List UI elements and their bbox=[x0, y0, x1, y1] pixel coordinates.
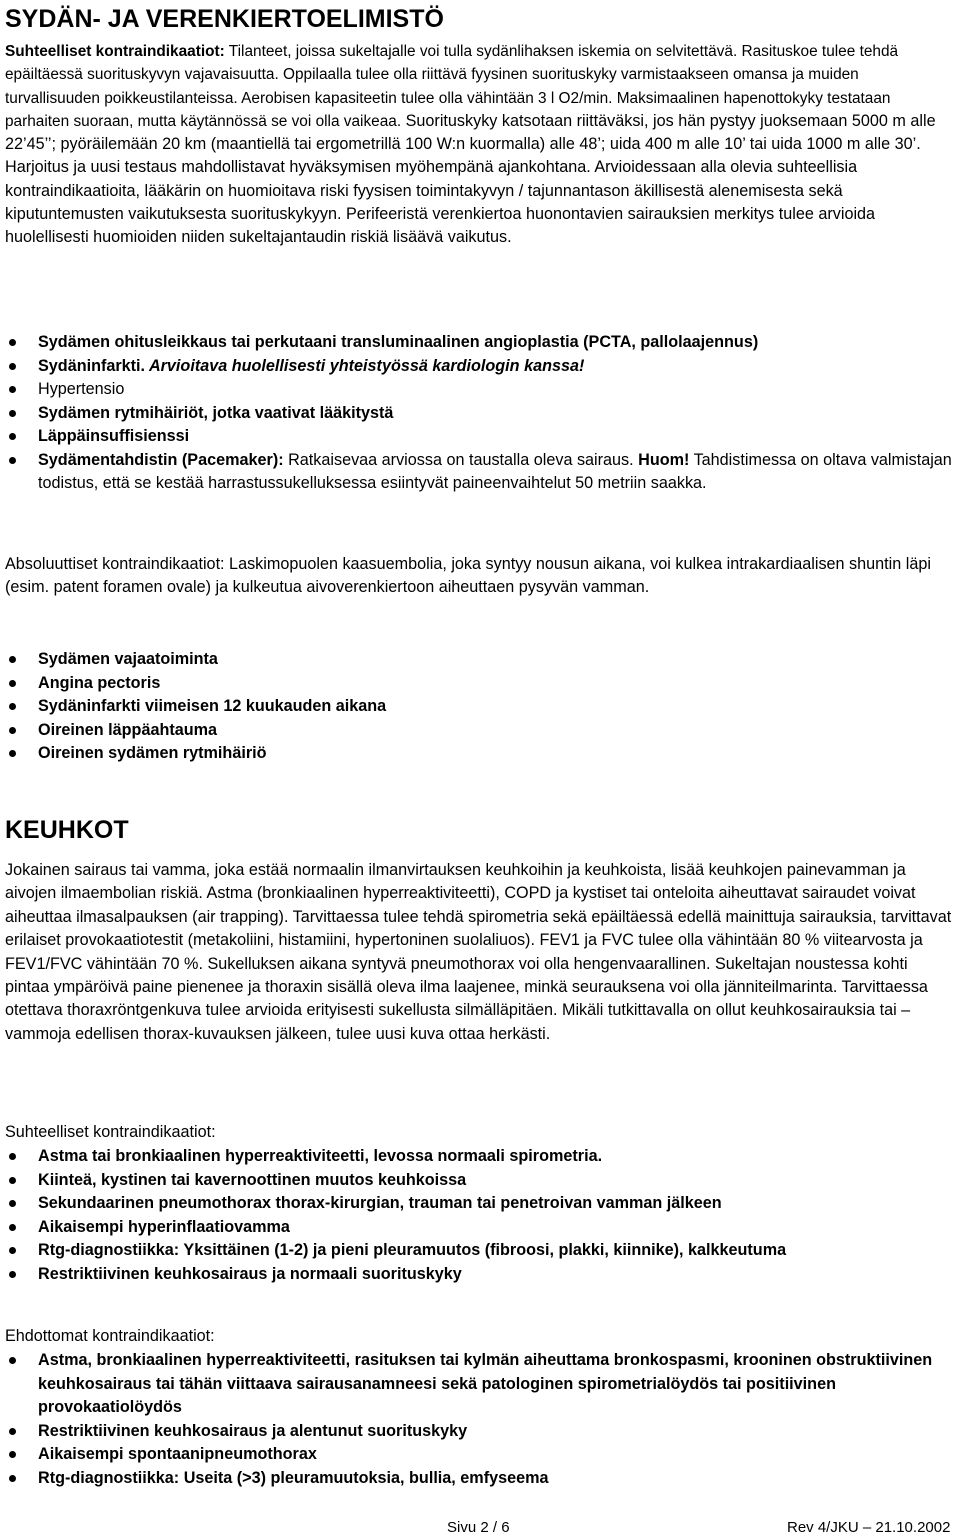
list-item: Restriktiivinen keuhkosairaus ja alentunut suorituskyky bbox=[5, 1420, 953, 1444]
list-item: Sekundaarinen pneumothorax thorax-kirurgian, trauman tai penetroivan vamman jälkeen bbox=[5, 1192, 953, 1216]
heart-relative-label: Suhteelliset kontraindikaatiot: bbox=[5, 43, 225, 60]
list-item: Aikaisempi hyperinflaatiovamma bbox=[5, 1216, 953, 1240]
section-title-lungs: KEUHKOT bbox=[5, 816, 129, 844]
list-item: Sydäninfarkti viimeisen 12 kuukauden aikana bbox=[5, 695, 953, 719]
lungs-absolute-label: Ehdottomat kontraindikaatiot: bbox=[5, 1327, 215, 1345]
heart-relative-paragraph-1 bbox=[5, 40, 953, 250]
heart-relative-text-1: Tilanteet, joissa sukeltajalle voi tulla sydänlihaksen iskemia on selvitettävä. Rasituskoe tulee tehdä epäiltäessä suorituskyvyn vajavaisuutta. Oppilaalla tulee olla riittävä fyysinen suorituskyky varmistaakseen omansa ja muiden turvallisuuden poikkeustilanteissa. Aerobisen kapasiteetin tulee olla vähintään 3 l O2/min. Maksimaalinen hapenottokyky testataan parhaiten suoraan, mutta käytännössä se voi olla vaikeaa. bbox=[5, 43, 899, 130]
list-item: Angina pectoris bbox=[5, 672, 953, 696]
bullet-icon bbox=[9, 1247, 16, 1254]
bullet-icon bbox=[9, 750, 16, 757]
page-number: Sivu 2 / 6 bbox=[447, 1519, 510, 1536]
list-item: Oireinen läppäahtauma bbox=[5, 719, 953, 743]
heart-relative-list bbox=[5, 331, 953, 496]
lungs-intro-paragraph: Jokainen sairaus tai vamma, joka estää normaalin ilmanvirtauksen keuhkoihin ja keuhkoista, lisää keuhkojen painevamman ja aivojen ilmaembolian riskiä. Astma (bronkiaalinen hyperreaktiviteetti), COPD ja kystiset tai onteloita aiheuttavat sairaudet voivat aiheuttaa ilmasalpauksen (air trapping). Tarvittaessa tulee tehdä spirometria sekä epäiltäessä edellä mainittuja sairauksia, tarvittavat erilaiset provokaatiotestit (metakoliini, histamiini, hypertoninen suolaliuos). FEV1 ja FVC tulee olla vähintään 80 % viitearvosta ja FEV1/FVC vähintään 70 %. Sukelluksen aikana syntyvä pneumothorax voi olla hengenvaarallinen. Sukeltajan noustessa kohti pintaa ympäröivä paine pienenee ja thoraxin sisällä oleva ilma laajenee, minkä seurauksena voi olla jänniteilmarinta. Tarvittaessa otettava thoraxröntgenkuva tulee arvioida erityisesti sukellusta silmälläpitäen. Mikäli tutkittavalla on ollut keuhkosairauksia tai –vammoja edellisen thorax-kuvauksen jälkeen, tulee uusi kuva ottaa herkästi. bbox=[5, 861, 952, 1043]
list-item: Astma tai bronkiaalinen hyperreaktiviteetti, levossa normaali spirometria. bbox=[5, 1145, 953, 1169]
list-item: Kiinteä, kystinen tai kavernoottinen muutos keuhkoissa bbox=[5, 1169, 953, 1193]
list-item: Sydäninfarkti. Arvioitava huolellisesti yhteistyössä kardiologin kanssa! bbox=[5, 355, 953, 379]
lungs-relative-label: Suhteelliset kontraindikaatiot: bbox=[5, 1123, 216, 1141]
list-item: Astma, bronkiaalinen hyperreaktiviteetti, rasituksen tai kylmän aiheuttama bronkospasmi, krooninen obstruktiivinen keuhkosairaus tai tähän viittaava sairausanamneesi sekä patologinen spirometrialöydös tai positiivinen provokaatiolöydös bbox=[5, 1349, 953, 1420]
heart-relative-text-2: Suorituskyky katsotaan riittäväksi, jos hän pystyy juoksemaan 5000 m alle 22’45’’; pyöräilemään 20 km (maantiellä tai ergometrillä 100 W:n kuormalla) alle 48’; uida 400 m alle 10’ tai uida 1000 m alle 30’. Harjoitus ja uusi testaus mahdollistavat hyväksymisen myöhempänä ajankohtana. Arvioidessaan alla olevia suhteellisia kontraindikaatioita, lääkärin on huomioitava riski fyysisen toimintakyvyn / tajunnantason äkillisestä alenemisesta sekä kiputuntemusten vaikutuksesta suorituskykyyn. Perifeeristä verenkiertoa huonontavien sairauksien merkitys tulee arvioida huolellisesti huomioiden niiden sukeltajantaudin riskiä lisäävä vaikutus. bbox=[5, 111, 936, 247]
bullet-icon bbox=[9, 1451, 16, 1458]
bullet-icon bbox=[9, 1224, 16, 1231]
list-item: Aikaisempi spontaanipneumothorax bbox=[5, 1443, 953, 1467]
list-item: Oireinen sydämen rytmihäiriö bbox=[5, 742, 953, 766]
list-item: Sydämen rytmihäiriöt, jotka vaativat lääkitystä bbox=[5, 402, 953, 426]
lungs-relative-list bbox=[5, 1145, 953, 1286]
bullet-icon bbox=[9, 1357, 16, 1364]
bullet-icon bbox=[9, 1475, 16, 1482]
bullet-icon bbox=[9, 1177, 16, 1184]
bullet-icon bbox=[9, 680, 16, 687]
bullet-icon bbox=[9, 703, 16, 710]
heart-absolute-paragraph: Absoluuttiset kontraindikaatiot: Laskimopuolen kaasuembolia, joka syntyy nousun aikana, voi kulkea intrakardiaalisen shuntin läpi (esim. patent foramen ovale) ja kulkeutua aivoverenkiertoon aiheuttaen pysyvän vamman. bbox=[5, 555, 931, 597]
list-item: Sydämen ohitusleikkaus tai perkutaani transluminaalinen angioplastia (PCTA, pallolaajennus) bbox=[5, 331, 953, 355]
list-item: Sydämentahdistin (Pacemaker): Ratkaisevaa arviossa on taustalla oleva sairaus. Huom! Tahdistimessa on oltava valmistajan todistus, että se kestää harrastussukelluksessa esiintyvät paineenvaihtelut 50 metriin saakka. bbox=[5, 449, 953, 496]
lungs-absolute-list bbox=[5, 1349, 953, 1490]
bullet-icon bbox=[9, 1153, 16, 1160]
list-item: Sydämen vajaatoiminta bbox=[5, 648, 953, 672]
heart-absolute-label: Absoluuttiset kontraindikaatiot: bbox=[5, 555, 225, 573]
bullet-icon bbox=[9, 1271, 16, 1278]
section-title-heart: SYDÄN- JA VERENKIERTOELIMISTÖ bbox=[5, 5, 444, 33]
bullet-icon bbox=[9, 1200, 16, 1207]
list-item: Rtg-diagnostiikka: Useita (>3) pleuramuutoksia, bullia, emfyseema bbox=[5, 1467, 953, 1491]
list-item: Hypertensio bbox=[5, 378, 953, 402]
bullet-icon bbox=[9, 457, 16, 464]
bullet-icon bbox=[9, 727, 16, 734]
bullet-icon bbox=[9, 363, 16, 370]
list-item: Restriktiivinen keuhkosairaus ja normaali suorituskyky bbox=[5, 1263, 953, 1287]
list-item: Rtg-diagnostiikka: Yksittäinen (1-2) ja pieni pleuramuutos (fibroosi, plakki, kiinnike), kalkkeutuma bbox=[5, 1239, 953, 1263]
list-item: Läppäinsuffisienssi bbox=[5, 425, 953, 449]
bullet-icon bbox=[9, 656, 16, 663]
bullet-icon bbox=[9, 339, 16, 346]
bullet-icon bbox=[9, 433, 16, 440]
heart-absolute-list bbox=[5, 648, 953, 766]
bullet-icon bbox=[9, 410, 16, 417]
revision-info: Rev 4/JKU – 21.10.2002 bbox=[787, 1519, 951, 1536]
bullet-icon bbox=[9, 1428, 16, 1435]
bullet-icon bbox=[9, 386, 16, 393]
